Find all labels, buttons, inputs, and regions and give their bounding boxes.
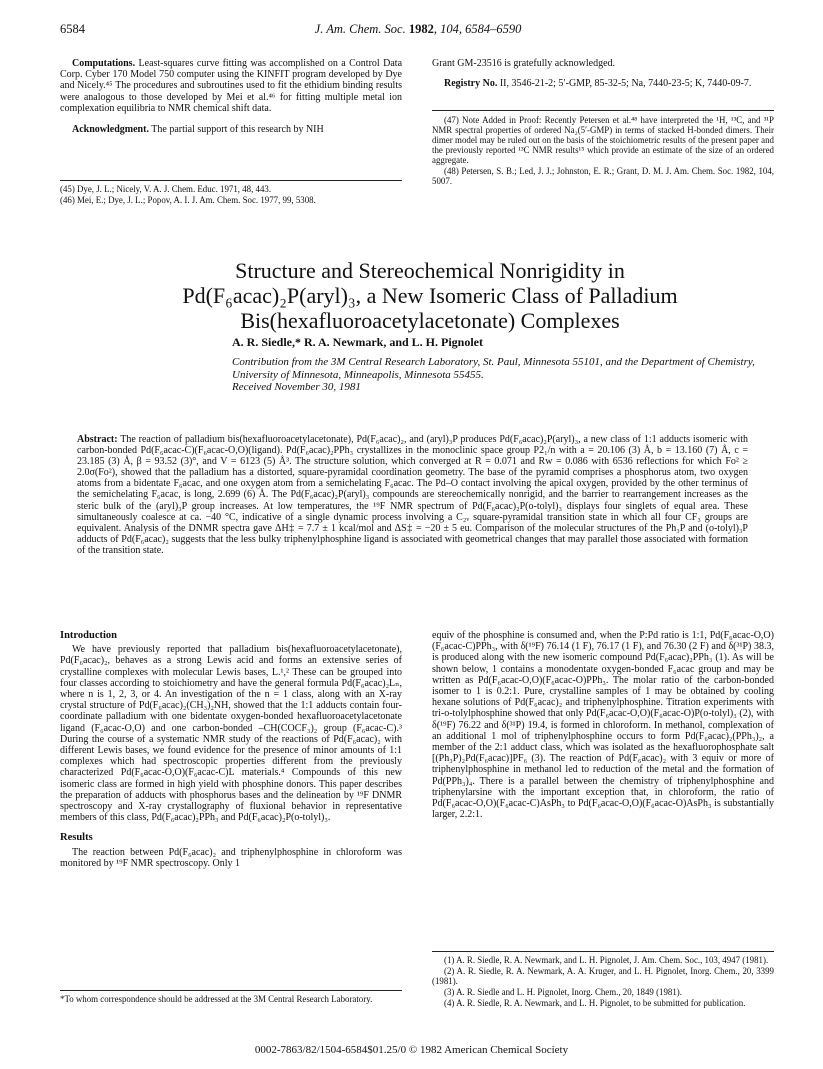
correspondence-note: *To whom correspondence should be addressed at the 3M Central Research Laboratory. — [60, 994, 373, 1004]
prev-references-right — [432, 115, 774, 187]
registry-text: II, 3546-21-2; 5′-GMP, 85-32-5; Na, 7440-23-5; K, 7440-09-7. — [499, 78, 752, 90]
abstract-text: The reaction of palladium bis(hexafluoroacetylacetonate), Pd(F₆acac)₂, and (aryl)₃P produces Pd(F₆acac)₂P(aryl)₃, a new class of 1:1 adducts isomeric with carbon-bonded Pd(F₆acac-C)(F₆acac-O,O)(ligand). Pd(F₆acac)₂PPh₃ crystallizes in the monoclinic space group P2₁/n with a = 20.106 (3) Å, b = 13.160 (7) Å, c = 23.185 (3) Å, β = 93.52 (3)°, and V = 6123 (5) Å³. The structure solution, which converged at R = 0.071 and Rw = 0.086 with 6536 reflections for which Fo² ≥ 2.0σ(Fo²), showed that the palladium has a distorted, square-pyramidal coordination geometry. The base of the pyramid comprises a phosphorus atom, two oxygen atoms from a bidentate F₆acac, and one oxygen atom from a semichelating F₆acac. The Pd–O contact involving the apical oxygen, provided by the other terminus of the semichelating F₆acac, is long, 2.699 (6) Å. The Pd(F₆acac)₂P(aryl)₃ compounds are stereochemically nonrigid, and the barrier to rearrangement increases as the steric bulk of the (aryl)₃P group increases. At low temperatures, the ¹⁹F NMR spectrum of Pd(F₆acac)₂P(o-tolyl)₃ displays four singlets of equal area. These simultaneously coalesce at ca. −40 °C, indicative of a single dynamic process involving a C₂ᵥ square-pyramidal transition state in which all four CF₃ groups are equivalent. Analysis of the DNMR spectra gave ΔH‡ = 7.7 ± 1 kcal/mol and ΔS‡ = −20 ± 5 eu. Comparison of the molecular structures of the Ph₃P and (o-tolyl)₃P adducts of Pd(F₆acac)₂ suggests that the less bulky triphenylphosphine ligand is associated with geometrical changes that may parallel those associated with formation of the transition state. — [77, 434, 749, 556]
registry-heading: Registry No. — [444, 78, 498, 90]
article-authors: A. R. Siedle,* R. A. Newmark, and L. H. Pignolet — [232, 335, 484, 349]
results-continued-paragraph: equiv of the phosphine is consumed and, when the P:Pd ratio is 1:1, Pd(F₆acac-O,O)(F₆acac-C)PPh₃, with δ(¹⁹F) 76.14 (1 F), 76.17 (1 F), and 76.30 (2 F) and δ(³¹P) 38.3, is produced along with the new isomeric compound Pd(F₆acac)₂PPh₃ (1). As will be shown below, 1 contains a monodentate oxygen-bonded F₆acac group and may be written as Pd(F₆acac-O,O)(F₆acac-O)PPh₃. The molar ratio of the carbon-bonded isomer to 1 is 0.2:1. Pure, crystalline samples of 1 may be obtained by cooling hexane solutions of Pd(F₆acac)₂ and triphenylphosphine. Titration experiments with tri-o-tolylphosphine showed that only Pd(F₆acac-O,O)(F₆acac-O)P(o-tolyl)₃ (2), with δ(¹⁹F) 76.22 and δ(³¹P) 19.4, is formed in chloroform. In methanol, complexation of an additional 1 mol of triphenylphosphine occurs to form Pd(F₆acac)₂(PPh₃)₂, a member of the 2:1 adduct class, which was isolated as the hexafluorophosphate salt [(Ph₃P)₂Pd(F₆acac)]PF₆ (3). The reaction of Pd(F₆acac)₂ with 3 equiv or more of triphenylphosphine in methanol led to reduction of the metal and the formation of Pd(PPh₃)₄. There is a parallel between the chemistry of triphenylphosphine and triphenylarsine with the important exception that, in chloroform, the ratio of Pd(F₆acac-O,O)(F₆acac-C)AsPh₃ to Pd(F₆acac-O,O)(F₆acac-O)AsPh₃ is substantially larger, 2.2:1. — [432, 630, 774, 821]
introduction-paragraph: We have previously reported that palladium bis(hexafluoroacetylacetonate), Pd(F₆acac)₂, behaves as a strong Lewis acid and forms an extensive series of crystalline complexes with molecular Lewis bases, L.¹,² These can be grouped into four classes according to stoichiometry and have the general formula Pd(F₆acac)₂Lₙ, where n is 1, 2, 3, or 4. An investigation of the n = 1 class, along with an X-ray crystal structure of Pd(F₆acac)₂(CH₃)₂NH, showed that the 1:1 adducts contain four-coordinate palladium with one bidentate oxygen-bonded hexafluoroacetylacetonate ligand (F₆acac-O,O) and one carbon-bonded –CH(COCF₃)₂ group (F₆acac-C).³ During the course of a systematic NMR study of the reactions of Pd(F₆acac)₂ with different Lewis bases, we found evidence for the presence of minor amounts of 1:1 complexes which had spectroscopic properties different from the previously characterized Pd(F₆acac-O,O)(F₆acac-C)L materials.⁴ Compounds of this new isomeric class are formed in high yield with phosphine donors. This paper describes the preparation of adducts with phosphorus bases and the delineation by ¹⁹F DNMR spectroscopy and X-ray crystallography of fluxional behavior in representative members of this class, Pd(F₆acac)₂PPh₃ and Pd(F₆acac)₂P(o-tolyl)₃. — [60, 644, 402, 824]
acknowledgment-text: The partial support of this research by NIH — [151, 124, 324, 136]
article-references — [432, 955, 774, 1009]
received-date: Received November 30, 1981 — [232, 381, 361, 394]
article-title: Structure and Stereochemical Nonrigidity in Pd(F₆acac)₂P(aryl)₃, a New Isomeric Class of Palladium Bis(hexafluoroacetylacetonate) Complexes — [182, 258, 678, 333]
journal-citation — [60, 22, 776, 37]
prev-article-right-column — [432, 58, 774, 89]
introduction-heading: Introduction — [60, 630, 117, 641]
prev-references-left — [60, 184, 402, 206]
reference-46: (46) Mei, E.; Dye, J. L.; Popov, A. I. J. Am. Chem. Soc. 1977, 99, 5308. — [60, 195, 316, 205]
journal-name: J. Am. Chem. Soc. — [314, 22, 406, 36]
page-number: 6584 — [60, 22, 85, 36]
computations-heading: Computations. — [72, 58, 136, 69]
abstract — [77, 434, 748, 556]
references-divider — [432, 951, 774, 952]
prev-article-left-column — [60, 58, 402, 135]
reference-47: (47) Note Added in Proof: Recently Petersen et al.⁴⁸ have interpreted the ¹H, ¹³C, and ³¹P NMR spectral properties of ordered Na₂(5′-GMP) in terms of stacked H-bonded dimers. Their dimer model may be ruled out on the basis of the stoichiometric results of the present paper and the previously reported ¹³C NMR results¹⁵ which provide an estimate of the size of an ordered aggregate. — [432, 115, 774, 165]
acknowledgment-paragraph — [60, 124, 402, 135]
results-heading: Results — [60, 832, 93, 844]
reference-2: (2) A. R. Siedle, R. A. Newmark, A. A. Kruger, and L. H. Pignolet, Inorg. Chem., 20, 3399 (1981). — [432, 966, 774, 986]
acknowledgment-heading: Acknowledgment. — [72, 124, 149, 136]
grant-text: Grant GM-23516 is gratefully acknowledged. — [432, 58, 616, 69]
reference-45: (45) Dye, J. L.; Nicely, V. A. J. Chem. Educ. 1971, 48, 443. — [60, 184, 272, 194]
computations-paragraph — [60, 58, 402, 114]
results-paragraph: The reaction between Pd(F₆acac)₂ and triphenylphosphine in chloroform was monitored by ¹⁹F NMR spectroscopy. Only 1 — [60, 846, 402, 869]
footnote-divider-right — [432, 110, 774, 111]
correspondence-divider — [60, 990, 402, 991]
reference-3: (3) A. R. Siedle and L. H. Pignolet, Inorg. Chem., 20, 1849 (1981). — [444, 987, 682, 997]
affiliation-text: Contribution from the 3M Central Research Laboratory, St. Paul, Minnesota 55101, and the Department of Chemistry, University of Minnesota, Minneapolis, Minnesota 55455. — [232, 356, 755, 381]
page-footer: 0002-7863/82/1504-6584$01.25/0 © 1982 American Chemical Society — [254, 1044, 569, 1056]
computations-text: Least-squares curve fitting was accomplished on a Control Data Corp. Cyber 170 Model 750 computer using the KINFIT program developed by Dye and Nicely.⁴⁵ The procedures and subroutines used to fit the ethidium binding results were analogous to those developed by Mei et al.⁴⁶ for fitting multiple metal ion complexation equilibria to NMR chemical shift data. — [60, 58, 403, 114]
journal-volume-pages: , 104, 6584–6590 — [433, 22, 522, 36]
journal-year: 1982 — [408, 22, 434, 36]
body-left-column — [60, 630, 402, 869]
reference-1: (1) A. R. Siedle, R. A. Newmark, and L. H. Pignolet, J. Am. Chem. Soc., 103, 4947 (1981). — [444, 955, 769, 965]
reference-4: (4) A. R. Siedle, R. A. Newmark, and L. H. Pignolet, to be submitted for publication. — [444, 998, 746, 1008]
registry-paragraph — [432, 78, 774, 89]
article-affiliation — [232, 356, 772, 394]
running-header — [60, 22, 776, 38]
footnote-divider-left — [60, 180, 402, 181]
abstract-label: Abstract: — [77, 434, 118, 445]
body-right-column — [432, 630, 774, 820]
reference-48: (48) Petersen, S. B.; Led, J. J.; Johnston, E. R.; Grant, D. M. J. Am. Chem. Soc. 1982, 104, 5007. — [432, 166, 774, 186]
